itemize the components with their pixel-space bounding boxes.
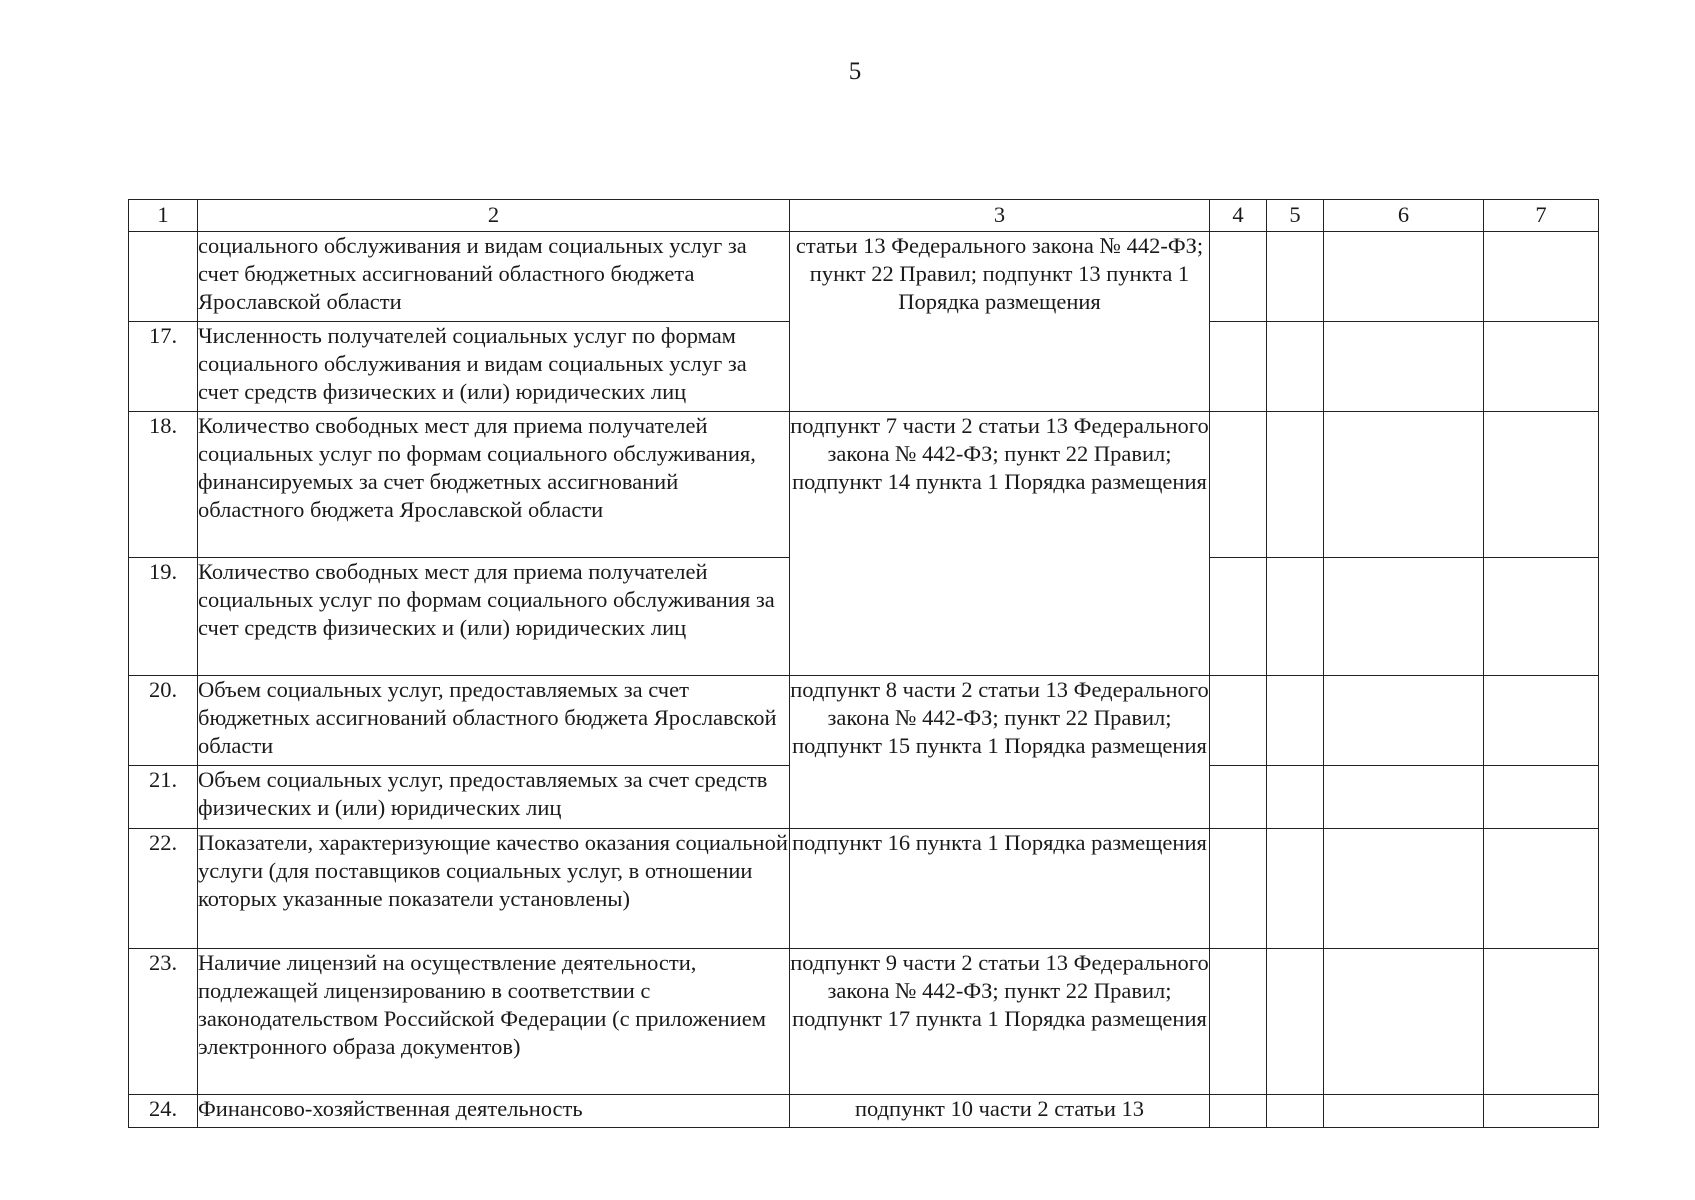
empty-cell [1484,766,1599,829]
column-header: 2 [198,200,790,232]
column-header: 7 [1484,200,1599,232]
empty-cell [1267,766,1324,829]
column-header: 4 [1210,200,1267,232]
table-row [129,232,1599,322]
row-number: 17. [129,322,198,412]
empty-cell [1484,676,1599,766]
empty-cell [1324,322,1484,412]
empty-cell [1267,949,1324,1095]
legal-basis: статьи 13 Федерального закона № 442-ФЗ; пункт 22 Правил; подпункт 13 пункта 1 Порядка размещения [790,232,1210,412]
row-number: 20. [129,676,198,766]
empty-cell [1324,766,1484,829]
column-header: 6 [1324,200,1484,232]
table-row [129,829,1599,949]
legal-basis: подпункт 10 части 2 статьи 13 [790,1095,1210,1128]
row-number: 18. [129,412,198,558]
table-header-row [129,200,1599,232]
empty-cell [1267,676,1324,766]
empty-cell [1267,558,1324,676]
empty-cell [1210,766,1267,829]
indicator-name: Финансово-хозяйственная деятельность [198,1095,790,1128]
row-number: 22. [129,829,198,949]
empty-cell [1210,232,1267,322]
empty-cell [1324,232,1484,322]
page-number: 5 [848,58,862,85]
column-header: 1 [129,200,198,232]
indicator-name: Количество свободных мест для приема получателей социальных услуг по формам социального обслуживания за счет средств физических и (или) юридических лиц [198,558,790,676]
row-number: 21. [129,766,198,829]
empty-cell [1210,558,1267,676]
indicator-name: Количество свободных мест для приема получателей социальных услуг по формам социального обслуживания, финансируемых за счет бюджетных ассигнований областного бюджета Ярославской области [198,412,790,558]
legal-basis: подпункт 16 пункта 1 Порядка размещения [790,829,1210,949]
indicator-name: Показатели, характеризующие качество оказания социальной услуги (для поставщиков социальных услуг, в отношении которых указанные показатели установлены) [198,829,790,949]
empty-cell [1324,412,1484,558]
column-header: 5 [1267,200,1324,232]
empty-cell [1484,1095,1599,1128]
empty-cell [1267,232,1324,322]
empty-cell [1484,232,1599,322]
empty-cell [1210,676,1267,766]
empty-cell [1210,412,1267,558]
column-header: 3 [790,200,1210,232]
empty-cell [1267,829,1324,949]
legal-basis: подпункт 9 части 2 статьи 13 Федерального закона № 442-ФЗ; пункт 22 Правил; подпункт 17 пункта 1 Порядка размещения [790,949,1210,1095]
empty-cell [1484,949,1599,1095]
indicator-name: Объем социальных услуг, предоставляемых за счет средств физических и (или) юридических лиц [198,766,790,829]
empty-cell [1324,676,1484,766]
row-number: 23. [129,949,198,1095]
table-row [129,676,1599,766]
empty-cell [1484,829,1599,949]
empty-cell [1324,1095,1484,1128]
row-number: 24. [129,1095,198,1128]
table-row [129,1095,1599,1128]
empty-cell [1210,829,1267,949]
empty-cell [1484,412,1599,558]
empty-cell [1267,1095,1324,1128]
empty-cell [1324,949,1484,1095]
empty-cell [1267,412,1324,558]
legal-basis: подпункт 7 части 2 статьи 13 Федерального закона № 442-ФЗ; пункт 22 Правил; подпункт 14 пункта 1 Порядка размещения [790,412,1210,676]
legal-basis: подпункт 8 части 2 статьи 13 Федерального закона № 442-ФЗ; пункт 22 Правил; подпункт 15 пункта 1 Порядка размещения [790,676,1210,829]
indicator-name: Наличие лицензий на осуществление деятельности, подлежащей лицензированию в соответствии с законодательством Российской Федерации (с приложением электронного образа документов) [198,949,790,1095]
table-row [129,949,1599,1095]
requirements-table [128,199,1599,1128]
empty-cell [1210,1095,1267,1128]
row-number [129,232,198,322]
empty-cell [1324,829,1484,949]
empty-cell [1210,949,1267,1095]
empty-cell [1484,558,1599,676]
empty-cell [1324,558,1484,676]
table-row [129,412,1599,558]
indicator-name: Объем социальных услуг, предоставляемых за счет бюджетных ассигнований областного бюджета Ярославской области [198,676,790,766]
row-number: 19. [129,558,198,676]
empty-cell [1484,322,1599,412]
empty-cell [1210,322,1267,412]
indicator-name: Численность получателей социальных услуг по формам социального обслуживания и видам социальных услуг за счет средств физических и (или) юридических лиц [198,322,790,412]
empty-cell [1267,322,1324,412]
indicator-name: социального обслуживания и видам социальных услуг за счет бюджетных ассигнований областного бюджета Ярославской области [198,232,790,322]
